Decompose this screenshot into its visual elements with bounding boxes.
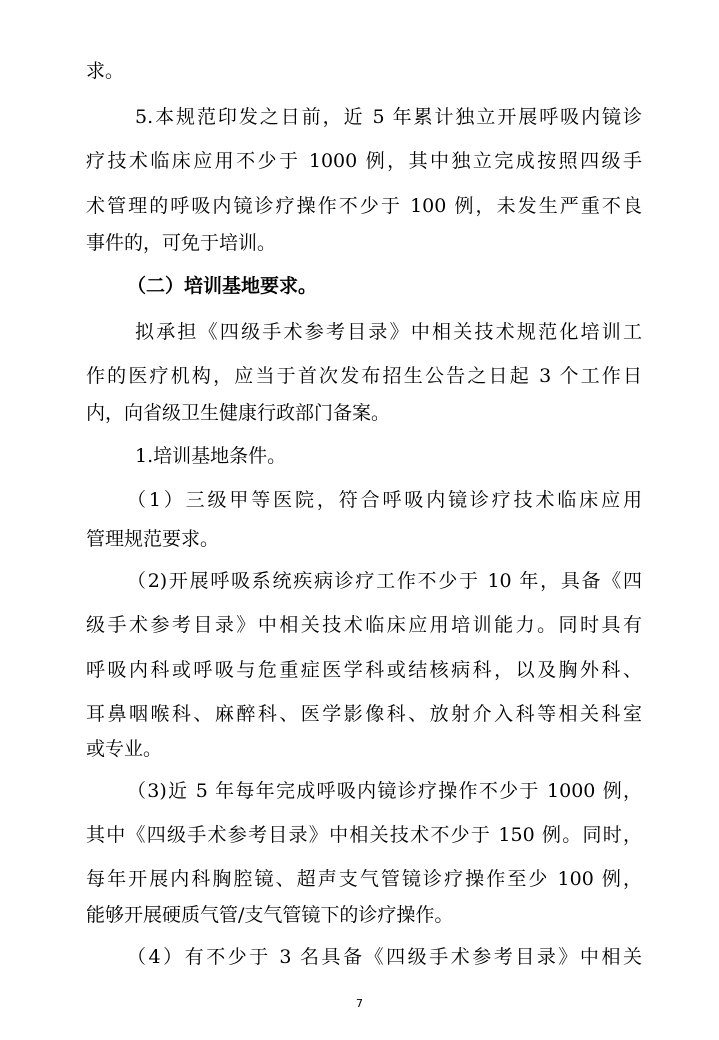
page-number: 7 bbox=[356, 997, 363, 1010]
text-line bbox=[0, 141, 719, 181]
text-line bbox=[0, 519, 719, 559]
text-line bbox=[0, 312, 719, 352]
text-line-content: 耳鼻咽喉科、麻醉科、医学影像科、放射介入科等相关科室 bbox=[86, 703, 642, 725]
text-line bbox=[0, 694, 719, 734]
section-heading bbox=[0, 266, 719, 306]
text-line bbox=[0, 605, 719, 645]
text-line-content: （4）有不少于 3 名具备《四级手术参考目录》中相关 bbox=[127, 946, 642, 968]
text-line bbox=[0, 436, 719, 476]
text-line bbox=[0, 186, 719, 226]
text-line-content: 术管理的呼吸内镜诊疗操作不少于 100 例，未发生严重不良 bbox=[86, 195, 642, 217]
text-line-content: 呼吸内科或呼吸与危重症医学科或结核病科，以及胸外科、 bbox=[86, 659, 642, 681]
text-line bbox=[0, 771, 719, 811]
text-line bbox=[0, 97, 719, 137]
text-line bbox=[0, 937, 719, 977]
text-line-content: 5.本规范印发之日前，近 5 年累计独立开展呼吸内镜诊 bbox=[135, 106, 642, 128]
section-heading-text: （二）培训基地要求。 bbox=[127, 275, 318, 297]
text-line-content: 级手术参考目录》中相关技术临床应用培训能力。同时具有 bbox=[86, 614, 642, 636]
text-line bbox=[0, 223, 719, 263]
text-line-content: 内，向省级卫生健康行政部门备案。 bbox=[86, 402, 391, 424]
text-line-content: 求。 bbox=[86, 60, 125, 82]
text-line bbox=[0, 561, 719, 601]
text-line-content: （1）三级甲等医院，符合呼吸内镜诊疗技术临床应用 bbox=[127, 489, 642, 511]
text-line bbox=[0, 729, 719, 769]
text-line bbox=[0, 356, 719, 396]
text-line-content: 或专业。 bbox=[86, 738, 163, 760]
text-line-content: 其中《四级手术参考目录》中相关技术不少于 150 例。同时， bbox=[86, 824, 642, 846]
text-line bbox=[0, 51, 719, 91]
text-line-content: 作的医疗机构，应当于首次发布招生公告之日起 3 个工作日 bbox=[86, 365, 642, 387]
text-line-content: 疗技术临床应用不少于 1000 例，其中独立完成按照四级手 bbox=[86, 150, 642, 172]
text-line-content: 能够开展硬质气管/支气管镜下的诊疗操作。 bbox=[86, 904, 454, 926]
text-line bbox=[0, 815, 719, 855]
text-line-content: 1.培训基地条件。 bbox=[135, 445, 287, 467]
text-line bbox=[0, 895, 719, 935]
text-line-content: 每年开展内科胸腔镜、超声支气管镜诊疗操作至少 100 例， bbox=[86, 868, 642, 890]
text-line-content: （2)开展呼吸系统疾病诊疗工作不少于 10 年，具备《四 bbox=[127, 570, 642, 592]
text-line bbox=[0, 393, 719, 433]
text-line bbox=[0, 650, 719, 690]
text-line-content: 事件的，可免于培训。 bbox=[86, 232, 277, 254]
text-line-content: （3)近 5 年每年完成呼吸内镜诊疗操作不少于 1000 例， bbox=[127, 780, 642, 802]
text-line bbox=[0, 859, 719, 899]
text-line-content: 拟承担《四级手术参考目录》中相关技术规范化培训工 bbox=[135, 321, 642, 343]
text-line bbox=[0, 480, 719, 520]
text-line-content: 管理规范要求。 bbox=[86, 528, 220, 550]
